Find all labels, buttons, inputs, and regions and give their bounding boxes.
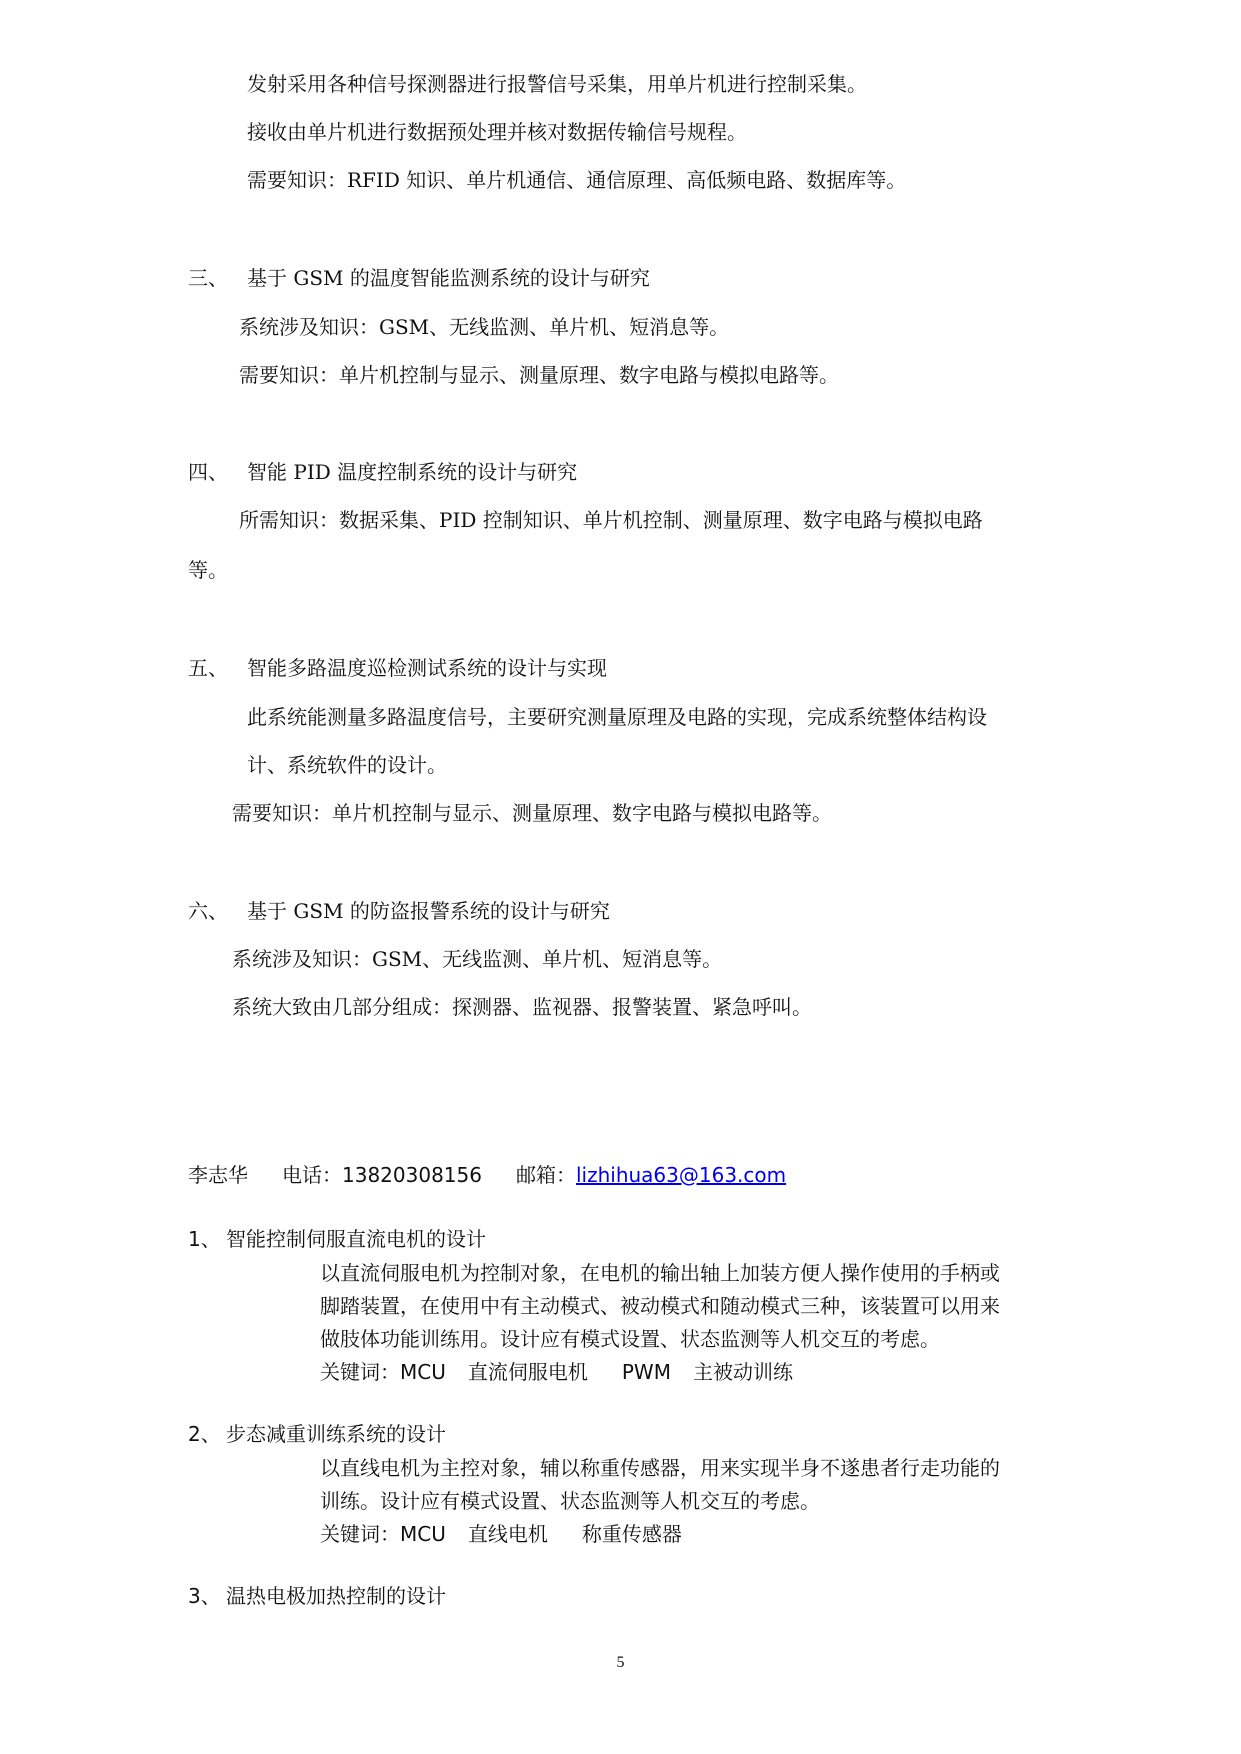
keyword: MCU	[400, 1522, 446, 1546]
keyword: 称重传感器	[581, 1522, 682, 1546]
keyword: 主被动训练	[692, 1360, 793, 1384]
section-title: 基于 GSM 的防盗报警系统的设计与研究	[247, 899, 610, 923]
paragraph-line: 训练。设计应有模式设置、状态监测等人机交互的考虑。	[320, 1489, 820, 1513]
item-number: 2、	[188, 1422, 221, 1446]
phone-number: 13820308156	[342, 1163, 482, 1187]
section-number: 三、	[188, 266, 228, 290]
paragraph-line: 需要知识：单片机控制与显示、测量原理、数字电路与模拟电路等。	[239, 363, 839, 387]
keyword: 直流伺服电机	[467, 1360, 588, 1384]
paragraph-line: 脚踏装置，在使用中有主动模式、被动模式和随动模式三种，该装置可以用来	[320, 1294, 1000, 1318]
paragraph-line: 计、系统软件的设计。	[247, 753, 447, 777]
paragraph-line: 以直线电机为主控对象，辅以称重传感器，用来实现半身不遂患者行走功能的	[320, 1456, 1000, 1480]
keywords-line	[320, 1520, 682, 1548]
contact-line	[188, 1161, 786, 1189]
email-link[interactable]: lizhihua63@163.com	[575, 1163, 787, 1187]
keyword: PWM	[621, 1360, 671, 1384]
paragraph-line: 系统涉及知识：GSM、无线监测、单片机、短消息等。	[232, 947, 723, 971]
paragraph-line: 需要知识：单片机控制与显示、测量原理、数字电路与模拟电路等。	[232, 801, 832, 825]
paragraph-line: 等。	[188, 558, 228, 582]
keywords-label: 关键词：	[320, 1360, 400, 1384]
keywords-label: 关键词：	[320, 1522, 400, 1546]
page-number: 5	[616, 1654, 625, 1671]
phone-label: 电话：	[282, 1163, 342, 1187]
paragraph-line: 以直流伺服电机为控制对象，在电机的输出轴上加装方便人操作使用的手柄或	[320, 1261, 1000, 1285]
paragraph-line: 系统大致由几部分组成：探测器、监视器、报警装置、紧急呼叫。	[232, 995, 812, 1019]
section-title: 基于 GSM 的温度智能监测系统的设计与研究	[247, 266, 650, 290]
keyword: MCU	[400, 1360, 446, 1384]
paragraph-line: 所需知识：数据采集、PID 控制知识、单片机控制、测量原理、数字电路与模拟电路	[239, 508, 983, 532]
section-title: 智能 PID 温度控制系统的设计与研究	[247, 460, 578, 484]
paragraph-line: 系统涉及知识：GSM、无线监测、单片机、短消息等。	[239, 315, 730, 339]
keyword: 直线电机	[467, 1522, 548, 1546]
paragraph-line: 发射采用各种信号探测器进行报警信号采集，用单片机进行控制采集。	[247, 72, 867, 96]
item-number: 3、	[188, 1584, 221, 1608]
paragraph-line: 此系统能测量多路温度信号，主要研究测量原理及电路的实现，完成系统整体结构设	[247, 705, 987, 729]
section-number: 五、	[188, 656, 228, 680]
section-number: 六、	[188, 899, 228, 923]
keywords-line	[320, 1358, 793, 1386]
section-number: 四、	[188, 460, 228, 484]
email-label: 邮箱：	[515, 1163, 576, 1187]
paragraph-line: 做肢体功能训练用。设计应有模式设置、状态监测等人机交互的考虑。	[320, 1327, 940, 1351]
item-title: 智能控制伺服直流电机的设计	[226, 1227, 486, 1251]
item-number: 1、	[188, 1227, 221, 1251]
item-title: 温热电极加热控制的设计	[226, 1584, 446, 1608]
item-title: 步态减重训练系统的设计	[226, 1422, 446, 1446]
contact-name: 李志华	[188, 1163, 248, 1187]
section-title: 智能多路温度巡检测试系统的设计与实现	[247, 656, 607, 680]
paragraph-line: 接收由单片机进行数据预处理并核对数据传输信号规程。	[247, 120, 747, 144]
paragraph-line: 需要知识：RFID 知识、单片机通信、通信原理、高低频电路、数据库等。	[247, 168, 907, 192]
